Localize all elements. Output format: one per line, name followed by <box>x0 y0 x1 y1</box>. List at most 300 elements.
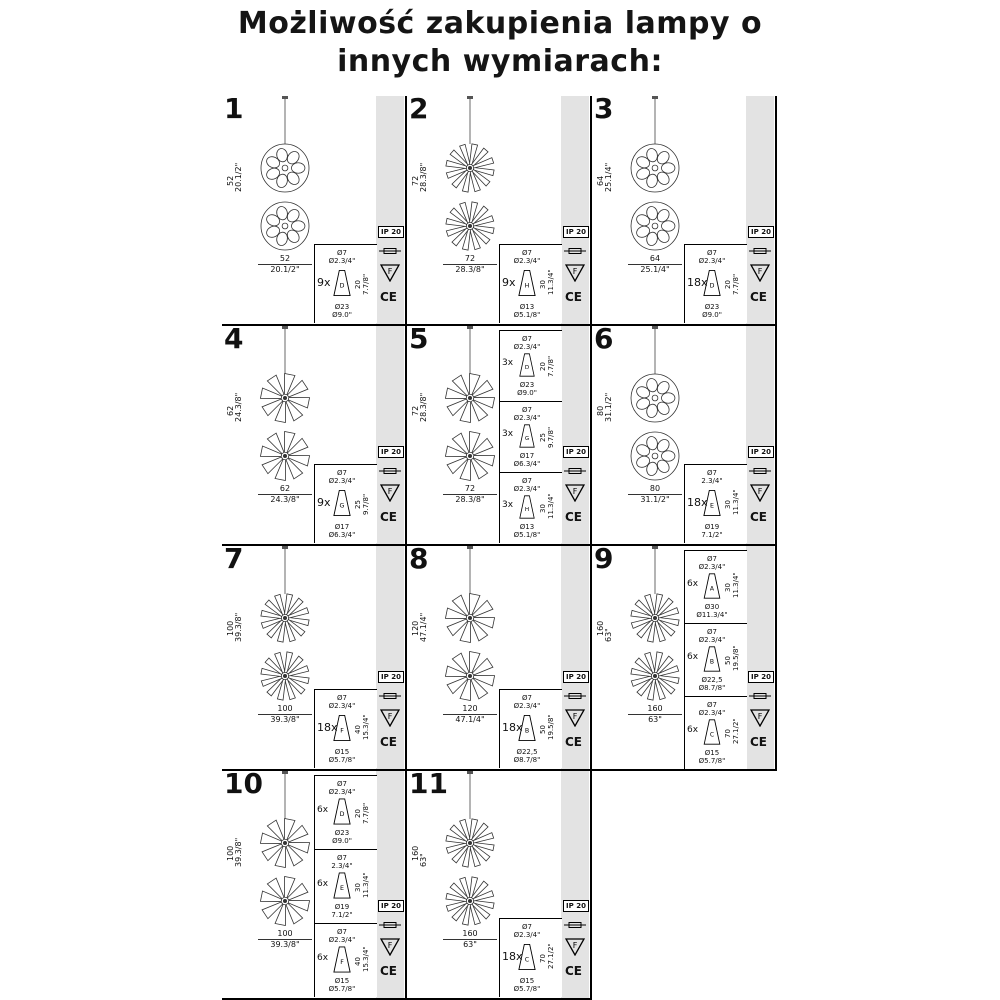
shade-top-diameter-in: 2.3/4" <box>701 477 723 485</box>
shade-spec-box <box>499 330 562 401</box>
lamp-shade <box>645 231 658 246</box>
lamp-globe-outline <box>631 202 679 250</box>
cell-border-right <box>590 771 592 1000</box>
shade-bottom-diameter-in: Ø5.7/8" <box>513 985 541 993</box>
f-mark-letter: F <box>757 712 763 721</box>
shade-top-diameter: Ø7 <box>337 249 347 257</box>
shade-top-diameter-in: Ø2.3/4" <box>328 477 356 485</box>
lamp-shade <box>645 461 658 476</box>
variant-cell-6 <box>592 326 776 546</box>
f-mark-letter: F <box>757 267 763 276</box>
lamp-hub <box>283 674 287 678</box>
shade-spec-box <box>314 244 377 323</box>
lamp-shade <box>661 393 674 404</box>
shade-profile-icon <box>333 267 351 299</box>
variant-cell-9 <box>592 546 776 771</box>
lamp-shade <box>645 377 658 392</box>
shade-bottom-diameter-in: Ø9.0" <box>332 837 352 845</box>
shade-bottom-diameter-in: Ø5.7/8" <box>328 756 356 764</box>
shade-spec-box <box>314 849 377 923</box>
variant-cell-8 <box>407 546 591 771</box>
f-mark-icon <box>750 709 770 727</box>
lamp-height-dim: 64 <box>596 175 605 186</box>
f-mark-icon <box>750 484 770 502</box>
cell-border-right <box>775 96 777 326</box>
ip-rating-badge: IP 20 <box>563 900 589 912</box>
shade-height: 70 <box>724 729 732 738</box>
lamp-height-dim-in: 28.3/8" <box>419 162 428 192</box>
shade-top-diameter-in: Ø2.3/4" <box>698 636 726 644</box>
lamp-shade <box>661 221 674 232</box>
shade-top-diameter-in: Ø2.3/4" <box>513 414 541 422</box>
shade-top-diameter: Ø7 <box>522 694 532 702</box>
lamp-hub <box>283 841 287 845</box>
certification-strip <box>376 96 404 326</box>
plug-icon <box>749 248 771 254</box>
ip-rating-badge: IP 20 <box>748 671 774 683</box>
ce-mark: CE <box>750 290 768 304</box>
lamp-shade <box>635 166 652 181</box>
shade-height-in: 9.7/8" <box>547 426 555 448</box>
shade-height: 20 <box>539 362 547 371</box>
lamp-height-dim: 72 <box>411 175 420 186</box>
shade-letter: A <box>709 585 715 593</box>
shade-bottom-diameter: Ø13 <box>519 523 535 531</box>
shade-bottom-diameter-in: Ø6.3/4" <box>513 460 541 468</box>
lamp-shade <box>635 385 652 400</box>
f-mark-icon <box>565 938 585 956</box>
ip-rating-badge: IP 20 <box>563 226 589 238</box>
shade-letter: E <box>340 885 344 892</box>
f-mark-icon <box>565 484 585 502</box>
cell-border-right <box>590 96 592 326</box>
lamp-height-dim: 120 <box>411 620 420 636</box>
shade-top-diameter-in: Ø2.3/4" <box>513 485 541 493</box>
ceiling-canopy <box>282 771 288 774</box>
lamp-hub <box>653 616 657 620</box>
lamp-height-dim: 62 <box>226 405 235 416</box>
lamp-shade <box>265 224 282 239</box>
lamp-hub <box>468 841 472 845</box>
shade-spec-box <box>314 464 377 543</box>
shade-count: 18x <box>502 721 523 734</box>
variant-number: 4 <box>224 326 244 355</box>
shade-spec-box <box>314 689 377 768</box>
shade-height: 20 <box>354 280 362 289</box>
lamp-hub <box>468 616 472 620</box>
shade-height: 30 <box>539 280 547 289</box>
cell-border-right <box>775 546 777 771</box>
lamp-shade <box>655 437 672 454</box>
cell-border-right <box>775 326 777 546</box>
shade-spec-box <box>684 696 747 769</box>
lamp-shade <box>661 451 674 462</box>
f-mark-letter: F <box>757 487 763 496</box>
lamp-height-dim-in: 24.3/8" <box>234 392 243 422</box>
lamp-hub <box>652 395 658 401</box>
shade-letter: G <box>339 502 345 510</box>
shade-bottom-diameter: Ø23 <box>334 829 350 837</box>
shade-top-diameter-in: Ø2.3/4" <box>698 257 726 265</box>
shade-height-in: 19.5/8" <box>547 714 555 740</box>
lamp-shade <box>661 163 674 174</box>
f-mark-letter: F <box>572 941 578 950</box>
lamp-shade <box>275 147 288 162</box>
lamp-width-dim: 72 28.3/8" <box>435 254 505 274</box>
shade-spec-box <box>684 464 747 543</box>
variant-cell-11 <box>407 771 591 1000</box>
certification-strip <box>746 96 774 326</box>
shade-height: 50 <box>724 656 732 665</box>
shade-bottom-diameter: Ø17 <box>519 452 535 460</box>
variant-cell-2 <box>407 96 591 326</box>
shade-bottom-diameter-in: Ø9.0" <box>702 311 722 319</box>
shade-count: 6x <box>687 579 699 589</box>
ip-rating-badge: IP 20 <box>378 671 404 683</box>
shade-count: 6x <box>317 952 329 963</box>
plug-icon <box>564 468 586 474</box>
shade-spec-box <box>684 550 747 623</box>
shade-profile-icon <box>518 267 536 299</box>
certification-strip <box>561 771 589 1000</box>
variant-cell-5 <box>407 326 591 546</box>
variant-number: 8 <box>409 546 429 575</box>
shade-bottom-diameter-in: Ø11.3/4" <box>696 611 728 619</box>
f-mark-icon <box>380 709 400 727</box>
shade-top-diameter-in: Ø2.3/4" <box>328 936 356 944</box>
variant-cell-1 <box>222 96 406 326</box>
shade-count: 3x <box>502 358 514 368</box>
f-mark-letter: F <box>572 712 578 721</box>
shade-top-diameter: Ø7 <box>337 694 347 702</box>
shade-height-in: 9.7/8" <box>362 493 370 515</box>
shade-top-diameter: Ø7 <box>522 477 532 485</box>
shade-top-diameter: Ø7 <box>707 469 717 477</box>
cell-border-right <box>405 771 407 1000</box>
ce-mark: CE <box>750 735 768 749</box>
shade-letter: H <box>524 507 530 513</box>
shade-bottom-diameter: Ø13 <box>519 303 535 311</box>
lamp-shade <box>265 155 282 170</box>
certification-strip <box>561 96 589 326</box>
shade-top-diameter-in: Ø2.3/4" <box>698 709 726 717</box>
cell-border-bottom <box>407 324 591 326</box>
shade-height-in: 7.7/8" <box>732 273 740 295</box>
shade-height-in: 27.1/2" <box>547 943 555 969</box>
shade-bottom-diameter-in: Ø5.1/8" <box>513 531 541 539</box>
shade-count: 3x <box>502 429 514 439</box>
lamp-shade <box>275 205 288 220</box>
shade-top-diameter: Ø7 <box>522 923 532 931</box>
ceiling-canopy <box>467 96 473 99</box>
shade-top-diameter-in: Ø2.3/4" <box>513 931 541 939</box>
shade-height: 70 <box>539 954 547 963</box>
lamp-height-dim-in: 39.3/8" <box>234 837 243 867</box>
variant-number: 1 <box>224 96 244 125</box>
lamp-hub <box>653 674 657 678</box>
shade-bottom-diameter-in: Ø9.0" <box>517 389 537 397</box>
lamp-hub <box>652 165 658 171</box>
f-mark-letter: F <box>387 712 393 721</box>
f-mark-icon <box>565 709 585 727</box>
certification-strip <box>561 326 589 546</box>
ce-mark: CE <box>565 290 583 304</box>
lamp-hub <box>468 166 472 170</box>
shade-bottom-diameter: Ø23 <box>519 381 535 389</box>
lamp-shade <box>655 207 672 224</box>
ceiling-canopy <box>467 771 473 774</box>
shade-height: 20 <box>724 280 732 289</box>
shade-count: 18x <box>687 276 708 289</box>
lamp-hub <box>283 454 287 458</box>
f-mark-letter: F <box>387 267 393 276</box>
lamp-globe-outline <box>261 202 309 250</box>
lamp-height-dim: 72 <box>411 405 420 416</box>
certification-strip <box>376 326 404 546</box>
shade-spec-box <box>499 918 562 997</box>
variant-number: 5 <box>409 326 429 355</box>
lamp-shade <box>635 213 652 228</box>
ip-rating-badge: IP 20 <box>378 446 404 458</box>
shade-top-diameter: Ø7 <box>707 701 717 709</box>
cell-border-right <box>405 546 407 771</box>
ip-rating-badge: IP 20 <box>563 671 589 683</box>
f-mark-letter: F <box>572 267 578 276</box>
lamp-height-dim: 160 <box>596 620 605 636</box>
shade-count: 3x <box>502 500 514 510</box>
lamp-hub <box>468 224 472 228</box>
shade-height: 25 <box>539 433 547 442</box>
lamp-shade <box>655 379 672 396</box>
shade-profile-icon <box>333 946 351 973</box>
lamp-width-dim: 80 31.1/2" <box>620 484 690 504</box>
shade-letter: F <box>340 727 344 735</box>
shade-height: 20 <box>354 808 362 818</box>
lamp-shade <box>645 205 658 220</box>
variant-number: 6 <box>594 326 614 355</box>
ceiling-canopy <box>652 96 658 99</box>
ce-mark: CE <box>565 735 583 749</box>
shade-height-in: 15.3/4" <box>362 714 370 740</box>
ceiling-canopy <box>467 326 473 329</box>
cell-border-bottom <box>592 544 776 546</box>
ip-rating-badge: IP 20 <box>563 446 589 458</box>
shade-spec-box <box>499 401 562 472</box>
variant-number: 11 <box>409 771 448 800</box>
cell-border-bottom <box>407 544 591 546</box>
cell-border-bottom <box>222 324 406 326</box>
shade-top-diameter: Ø7 <box>707 249 717 257</box>
plug-icon <box>379 248 401 254</box>
f-mark-letter: F <box>387 487 393 496</box>
shade-spec-box <box>499 244 562 323</box>
shade-bottom-diameter-in: Ø5.1/8" <box>513 311 541 319</box>
lamp-height-dim: 100 <box>226 845 235 861</box>
lamp-hub <box>283 396 287 400</box>
lamp-hub <box>652 453 658 459</box>
lamp-shade <box>291 163 304 174</box>
shade-bottom-diameter: Ø23 <box>334 303 350 311</box>
lamp-height-dim-in: 25.1/4" <box>604 162 613 192</box>
ip-rating-badge: IP 20 <box>748 226 774 238</box>
shade-top-diameter-in: Ø2.3/4" <box>513 257 541 265</box>
lamp-shade <box>275 231 288 246</box>
shade-height-in: 7.7/8" <box>362 802 370 824</box>
shade-count: 6x <box>687 725 699 735</box>
shade-profile-icon <box>333 487 351 519</box>
shade-bottom-diameter: Ø15 <box>704 749 720 757</box>
shade-letter: C <box>709 731 715 739</box>
shade-bottom-diameter: Ø22,5 <box>516 748 538 756</box>
f-mark-icon <box>565 264 585 282</box>
lamp-shade <box>645 173 658 188</box>
shade-spec-box <box>499 689 562 768</box>
shade-top-diameter: Ø7 <box>337 854 347 862</box>
shade-top-diameter: Ø7 <box>707 628 717 636</box>
shade-letter: H <box>524 282 530 290</box>
f-mark-icon <box>380 938 400 956</box>
shade-letter: B <box>709 658 715 666</box>
shade-top-diameter-in: Ø2.3/4" <box>328 257 356 265</box>
ip-rating-badge: IP 20 <box>378 900 404 912</box>
shade-top-diameter: Ø7 <box>522 335 532 343</box>
ce-mark: CE <box>380 735 398 749</box>
lamp-hub <box>282 223 288 229</box>
f-mark-letter: F <box>387 941 393 950</box>
cell-border-right <box>405 96 407 326</box>
shade-profile-icon <box>703 573 721 599</box>
certification-strip <box>746 546 774 771</box>
lamp-shade <box>265 213 282 228</box>
shade-top-diameter: Ø7 <box>522 249 532 257</box>
cell-border-bottom <box>222 769 406 771</box>
f-mark-icon <box>380 264 400 282</box>
shade-bottom-diameter-in: Ø8.7/8" <box>513 756 541 764</box>
shade-top-diameter: Ø7 <box>337 780 347 788</box>
f-mark-icon <box>380 484 400 502</box>
shade-height-in: 11.3/4" <box>547 493 555 519</box>
shade-profile-icon <box>518 353 536 377</box>
lamp-hub <box>652 223 658 229</box>
shade-profile-icon <box>518 495 536 519</box>
shade-spec-box <box>499 472 562 543</box>
shade-top-diameter: Ø7 <box>337 469 347 477</box>
lamp-width-dim: 72 28.3/8" <box>435 484 505 504</box>
shade-count: 18x <box>502 950 523 963</box>
shade-letter: D <box>339 811 345 818</box>
shade-bottom-diameter: Ø23 <box>704 303 720 311</box>
lamp-shade <box>635 454 652 469</box>
shade-height-in: 7.7/8" <box>362 273 370 295</box>
shade-bottom-diameter-in: 7.1/2" <box>331 911 353 919</box>
lamp-shade <box>645 435 658 450</box>
shade-spec-box <box>314 923 377 997</box>
shade-profile-icon <box>703 646 721 672</box>
lamp-width-dim: 100 39.3/8" <box>250 929 320 949</box>
shade-height: 30 <box>724 500 732 509</box>
lamp-width-dim: 100 39.3/8" <box>250 704 320 724</box>
shade-top-diameter: Ø7 <box>707 555 717 563</box>
shade-height: 40 <box>354 956 362 966</box>
shade-bottom-diameter: Ø15 <box>334 748 350 756</box>
shade-bottom-diameter: Ø19 <box>334 903 350 911</box>
shade-bottom-diameter: Ø15 <box>334 977 350 985</box>
lamp-height-dim-in: 63" <box>419 853 428 867</box>
shade-count: 18x <box>687 496 708 509</box>
lamp-shade <box>655 149 672 166</box>
shade-height-in: 11.3/4" <box>362 871 370 898</box>
shade-bottom-diameter-in: Ø5.7/8" <box>328 985 356 993</box>
shade-profile-icon <box>333 798 351 825</box>
shade-count: 18x <box>317 721 338 734</box>
shade-letter: B <box>524 727 530 735</box>
shade-top-diameter-in: 2.3/4" <box>331 862 353 870</box>
ce-mark: CE <box>380 964 398 978</box>
f-mark-letter: F <box>572 487 578 496</box>
plug-icon <box>564 922 586 928</box>
lamp-height-dim: 100 <box>226 620 235 636</box>
certification-strip <box>561 546 589 771</box>
shade-bottom-diameter-in: 7.1/2" <box>701 531 723 539</box>
shade-profile-icon <box>703 719 721 745</box>
plug-icon <box>749 693 771 699</box>
cell-border-right <box>405 326 407 546</box>
shade-top-diameter: Ø7 <box>522 406 532 414</box>
ceiling-canopy <box>467 546 473 549</box>
cell-border-bottom <box>592 769 776 771</box>
shade-letter: G <box>524 436 530 442</box>
lamp-height-dim-in: 63" <box>604 628 613 642</box>
lamp-shade <box>635 155 652 170</box>
plug-icon <box>564 693 586 699</box>
cell-border-bottom <box>222 544 406 546</box>
ce-mark: CE <box>565 964 583 978</box>
lamp-hub <box>282 165 288 171</box>
lamp-hub <box>468 396 472 400</box>
lamp-height-dim: 80 <box>596 405 605 416</box>
shade-bottom-diameter: Ø15 <box>519 977 535 985</box>
shade-bottom-diameter: Ø22,5 <box>701 676 723 684</box>
shade-height-in: 27.1/2" <box>732 718 740 744</box>
lamp-width-dim: 52 20.1/2" <box>250 254 320 274</box>
shade-height: 30 <box>539 504 547 513</box>
shade-spec-box <box>684 244 747 323</box>
lamp-height-dim-in: 28.3/8" <box>419 392 428 422</box>
shade-count: 9x <box>317 496 331 509</box>
ce-mark: CE <box>565 510 583 524</box>
lamp-shade <box>635 396 652 411</box>
shade-top-diameter-in: Ø2.3/4" <box>698 563 726 571</box>
lamp-globe-outline <box>631 432 679 480</box>
plug-icon <box>379 693 401 699</box>
lamp-width-dim: 120 47.1/4" <box>435 704 505 724</box>
shade-top-diameter-in: Ø2.3/4" <box>513 343 541 351</box>
shade-letter: D <box>709 282 715 290</box>
variant-cell-10 <box>222 771 406 1000</box>
ceiling-canopy <box>652 326 658 329</box>
shade-bottom-diameter-in: Ø5.7/8" <box>698 757 726 765</box>
shade-height: 30 <box>354 882 362 892</box>
variant-number: 9 <box>594 546 614 575</box>
lamp-shade <box>291 221 304 232</box>
shade-height: 40 <box>354 725 362 734</box>
shade-bottom-diameter: Ø19 <box>704 523 720 531</box>
shade-top-diameter-in: Ø2.3/4" <box>328 788 356 796</box>
lamp-globe-outline <box>631 144 679 192</box>
variant-number: 7 <box>224 546 244 575</box>
ce-mark: CE <box>750 510 768 524</box>
plug-icon <box>379 468 401 474</box>
